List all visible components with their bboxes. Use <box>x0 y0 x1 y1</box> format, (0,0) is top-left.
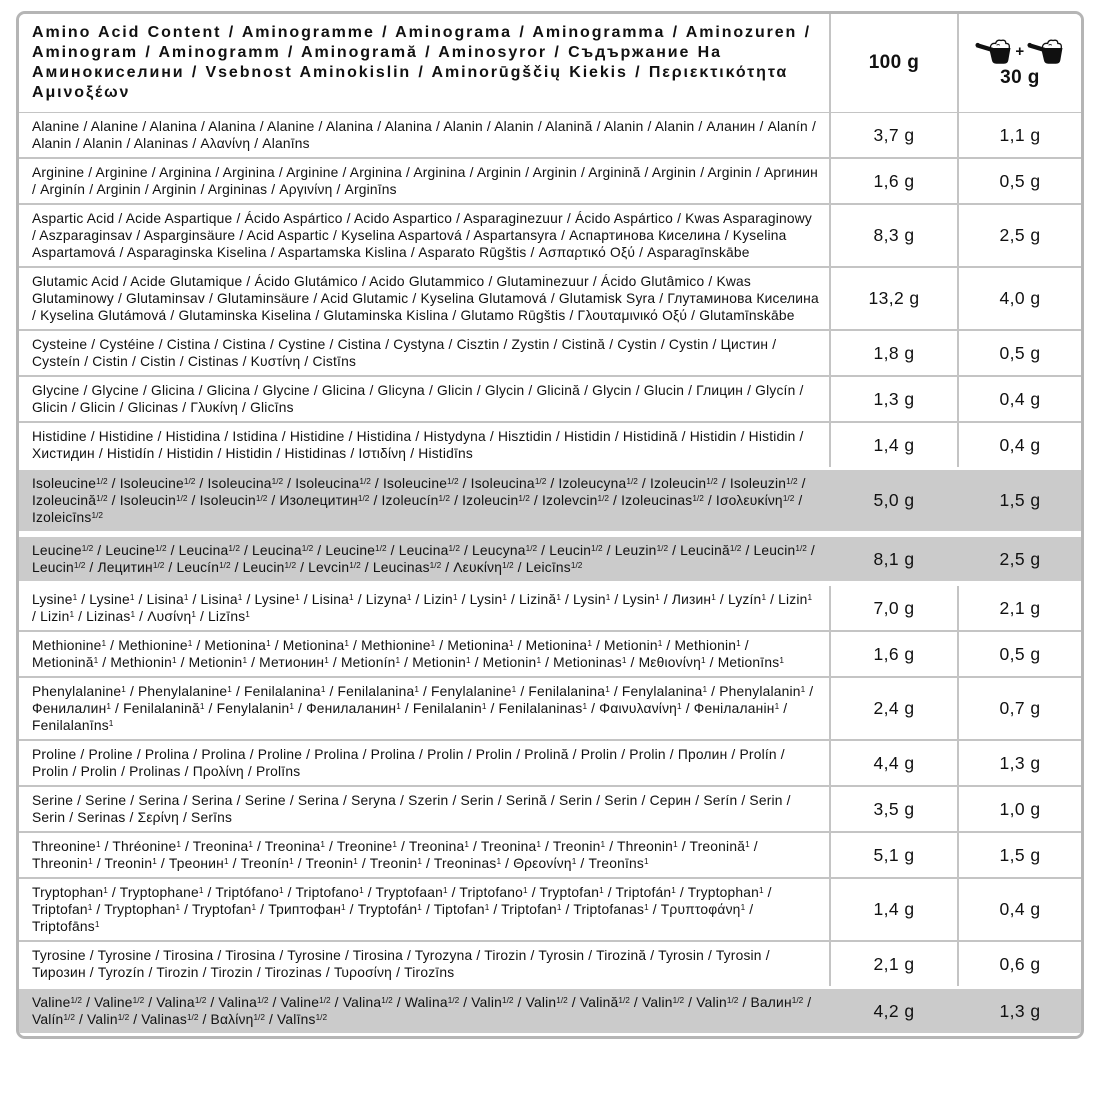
amino-acid-content-table <box>16 11 1084 1039</box>
amino-acid-row <box>19 831 1081 877</box>
amino-acid-row <box>19 113 1081 157</box>
amino-acid-row <box>19 986 1081 1036</box>
amino-acid-names: Threonine$^1$ / Thréonine$^1$ / Treonina$^1$ / Treonina$^1$ / Treonine$^1$ / Treonina$^1$ / Treonina$^1$ / Treonin$^1$ / Threonin$^1$ / Treonină$^1$ / Threonin$^1$ / Treonin$^1$ / Треонин$^1$ / Treonín$^1$ / Treonin$^1$ / Treonin$^1$ / Treoninas$^1$ / Θρεονίνη$^1$ / Treonīns$^1$ <box>32 839 758 871</box>
amino-acid-row <box>19 534 1081 584</box>
value-per-100g: 5,1 g <box>829 833 957 877</box>
amino-acid-row <box>19 584 1081 630</box>
amino-acid-row <box>19 739 1081 785</box>
amino-acid-names: Serine / Serine / Serina / Serina / Serine / Serina / Seryna / Szerin / Serin / Serină / Serin / Serin / Серин / Serín / Serin / Serin / Serinas / Σερίνη / Serīns <box>32 793 791 825</box>
amino-acid-row <box>19 940 1081 986</box>
amino-acid-names: Aspartic Acid / Acide Aspartique / Ácido Aspártico / Acido Aspartico / Asparaginezuur / Ácido Aspártico / Kwas Asparaginowy / Aszparaginsav / Asparginsäure / Acid Aspartic / Kyselina Aspartová / Aspartansyra / Аспартинова Киселина / Kyselina Aspartamová / Asparaginska Kiselina / Aspartamska Kislina / Asparato Rūgštis / Ασπαρτικό Οξύ / Asparagīnskābe <box>32 211 813 260</box>
value-per-100g: 8,3 g <box>829 205 957 266</box>
amino-acid-row <box>19 266 1081 329</box>
value-per-100g: 1,8 g <box>829 331 957 375</box>
value-per-serving: 0,6 g <box>957 942 1081 986</box>
value-per-serving: 0,5 g <box>957 331 1081 375</box>
amino-acid-row <box>19 329 1081 375</box>
value-per-100g: 4,2 g <box>873 1000 915 1021</box>
amino-acid-names: Lysine$^1$ / Lysine$^1$ / Lisina$^1$ / Lisina$^1$ / Lysine$^1$ / Lisina$^1$ / Lizyna$^1$ / Lizin$^1$ / Lysin$^1$ / Lizină$^1$ / Lysin$^1$ / Lysin$^1$ / Лизин$^1$ / Lyzín$^1$ / Lizin$^1$ / Lizin$^1$ / Lizinas$^1$ / Λυσίνη$^1$ / Lizīns$^1$ <box>32 592 813 624</box>
amino-acid-row <box>19 375 1081 421</box>
value-per-serving: 0,4 g <box>957 377 1081 421</box>
value-per-100g: 8,1 g <box>873 548 915 569</box>
value-per-serving: 1,5 g <box>957 833 1081 877</box>
amino-acid-names: Isoleucine$^{1/2}$ / Isoleucine$^{1/2}$ / Isoleucina$^{1/2}$ / Isoleucina$^{1/2}$ / Isoleucine$^{1/2}$ / Isoleucina$^{1/2}$ / Izoleucyna$^{1/2}$ / Izoleucin$^{1/2}$ / Isoleuzin$^{1/2}$ / Izoleucină$^{1/2}$ / Isoleucin$^{1/2}$ / Isoleucin$^{1/2}$ / Изолецитин$^{1/2}$ / Izoleucín$^{1/2}$ / Izoleucin$^{1/2}$ / Izolevcin$^{1/2}$ / Izoleucinas$^{1/2}$ / Ισολευκίνη$^{1/2}$ / Izoleicīns$^{1/2}$ <box>32 476 806 525</box>
table-title: Amino Acid Content / Aminogramme / Aminograma / Aminogramma / Aminozuren / Aminogram / Aminogramm / Aminogramă / Aminosyror / Съдържание На Аминокиселини / Vsebnost Aminokislin / Aminorūgščių Kiekis / Περιεκτικότητα Αμινοξέων <box>32 24 811 101</box>
value-per-100g: 1,6 g <box>829 159 957 203</box>
value-per-100g: 5,0 g <box>873 490 915 510</box>
amino-acid-names: Glycine / Glycine / Glicina / Glicina / Glycine / Glicina / Glicyna / Glicin / Glycin / Glicină / Glycin / Glucin / Глицин / Glycín / Glicin / Glicin / Glicinas / Γλυκίνη / Glicīns <box>32 383 804 415</box>
serving-size-label: 30 g <box>1000 66 1040 88</box>
value-per-serving: 2,5 g <box>999 548 1041 569</box>
amino-acid-names: Valine$^{1/2}$ / Valine$^{1/2}$ / Valina$^{1/2}$ / Valina$^{1/2}$ / Valine$^{1/2}$ / Valina$^{1/2}$ / Walina$^{1/2}$ / Valin$^{1/2}$ / Valin$^{1/2}$ / Valină$^{1/2}$ / Valin$^{1/2}$ / Valin$^{1/2}$ / Валин$^{1/2}$ / Valín$^{1/2}$ / Valin$^{1/2}$ / Valinas$^{1/2}$ / Βαλίνη$^{1/2}$ / Valīns$^{1/2}$ <box>32 995 812 1027</box>
amino-acid-row <box>19 421 1081 467</box>
amino-acid-names: Tryptophan$^1$ / Tryptophane$^1$ / Triptófano$^1$ / Triptofano$^1$ / Tryptofaan$^1$ / Triptofano$^1$ / Tryptofan$^1$ / Triptofán$^1$ / Tryptophan$^1$ / Triptofan$^1$ / Tryptophan$^1$ / Tryptofan$^1$ / Триптофан$^1$ / Tryptofán$^1$ / Tiptofan$^1$ / Triptofan$^1$ / Triptofanas$^1$ / Τρυπτοφάνη$^1$ / Triptofāns$^1$ <box>32 885 772 934</box>
amino-acid-names: Arginine / Arginine / Arginina / Arginina / Arginine / Arginina / Arginina / Arginin / Arginin / Arginină / Arginin / Arginin / Аргинин / Arginín / Arginin / Arginin / Argininas / Αργινίνη / Arginīns <box>32 165 818 197</box>
value-per-100g: 1,3 g <box>829 377 957 421</box>
amino-acid-names: Tyrosine / Tyrosine / Tirosina / Tirosina / Tyrosine / Tirosina / Tyrozyna / Tirozin / Tyrosin / Tirozină / Tyrosin / Tyrosin / Тирозин / Tyrozín / Tirozin / Tirozin / Tirozinas / Τυροσίνη / Tirozīns <box>32 948 770 980</box>
value-per-100g: 3,7 g <box>829 113 957 157</box>
value-per-serving: 4,0 g <box>957 268 1081 329</box>
table-header-row <box>19 14 1081 113</box>
amino-acid-names: Cysteine / Cystéine / Cistina / Cistina / Cystine / Cistina / Cystyna / Cisztin / Zystin / Cistină / Cystin / Cystin / Цистин / Cysteín / Cistin / Cistin / Cistinas / Κυστίνη / Cistīns <box>32 337 777 369</box>
value-per-100g: 1,6 g <box>829 632 957 676</box>
value-per-serving: 2,5 g <box>957 205 1081 266</box>
amino-table-body <box>19 113 1081 1036</box>
amino-acid-row <box>19 785 1081 831</box>
value-per-100g: 7,0 g <box>829 586 957 630</box>
amino-acid-row <box>19 203 1081 266</box>
amino-acid-row <box>19 157 1081 203</box>
amino-acid-row <box>19 877 1081 940</box>
amino-acid-names: Phenylalanine$^1$ / Phenylalanine$^1$ / Fenilalanina$^1$ / Fenilalanina$^1$ / Fenylalanine$^1$ / Fenilalanina$^1$ / Fenylalanina$^1$ / Phenylalanin$^1$ / Фенилалин$^1$ / Fenilalanină$^1$ / Fenylalanin$^1$ / Фенилаланин$^1$ / Fenilalanin$^1$ / Fenilalaninas$^1$ / Φαινυλανίνη$^1$ / Фенілаланін$^1$ / Fenilalanīns$^1$ <box>32 684 814 733</box>
column-header-100g: 100 g <box>829 14 957 112</box>
plus-sign: + <box>1015 43 1025 60</box>
measuring-scoop-icon <box>1027 38 1065 66</box>
value-per-serving: 0,5 g <box>957 632 1081 676</box>
amino-acid-names: Histidine / Histidine / Histidina / Istidina / Histidine / Histidina / Histydyna / Hisztidin / Histidin / Histidină / Histidin / Histidin / Хистидин / Histidín / Histidin / Histidin / Histidinas / Ιστιδίνη / Histidīns <box>32 429 804 461</box>
amino-acid-names: Proline / Proline / Prolina / Prolina / Proline / Prolina / Prolina / Prolin / Prolin / Prolină / Prolin / Prolin / Пролин / Prolín / Prolin / Prolin / Prolinas / Προλίνη / Prolīns <box>32 747 785 779</box>
value-per-serving: 1,5 g <box>999 490 1041 510</box>
value-per-100g: 2,4 g <box>829 678 957 739</box>
serving-header <box>975 38 1064 89</box>
value-per-serving: 0,4 g <box>957 879 1081 940</box>
value-per-serving: 1,0 g <box>957 787 1081 831</box>
amino-acid-row <box>19 467 1081 534</box>
value-per-100g: 3,5 g <box>829 787 957 831</box>
amino-acid-names: Alanine / Alanine / Alanina / Alanina / Alanine / Alanina / Alanina / Alanin / Alanin / Alanină / Alanin / Alanin / Аланин / Alanín / Alanin / Alanin / Alaninas / Αλανίνη / Alanīns <box>32 119 816 151</box>
value-per-100g: 1,4 g <box>829 879 957 940</box>
value-per-serving: 0,5 g <box>957 159 1081 203</box>
value-per-100g: 1,4 g <box>829 423 957 467</box>
amino-acid-names: Methionine$^1$ / Methionine$^1$ / Metionina$^1$ / Metionina$^1$ / Methionine$^1$ / Metionina$^1$ / Metionina$^1$ / Metionin$^1$ / Methionin$^1$ / Metionină$^1$ / Methionin$^1$ / Metionin$^1$ / Метионин$^1$ / Metionín$^1$ / Metionin$^1$ / Metionin$^1$ / Metioninas$^1$ / Μεθιονίνη$^1$ / Metionīns$^1$ <box>32 638 784 670</box>
value-per-serving: 1,3 g <box>957 741 1081 785</box>
value-per-serving: 2,1 g <box>957 586 1081 630</box>
value-per-100g: 2,1 g <box>829 942 957 986</box>
amino-acid-names: Glutamic Acid / Acide Glutamique / Ácido Glutámico / Acido Glutammico / Glutaminezuur / Ácido Glutâmico / Kwas Glutaminowy / Glutaminsav / Glutaminsäure / Acid Glutamic / Kyselina Glutamová / Glutamisk Syra / Глутаминова Киселина / Kyselina Glutámová / Glutaminska Kiselina / Glutaminska Kislina / Glutamo Rūgštis / Γλουταμινικό Οξύ / Glutamīnskābe <box>32 274 819 323</box>
value-per-serving: 1,3 g <box>999 1000 1041 1021</box>
value-per-serving: 0,7 g <box>957 678 1081 739</box>
value-per-serving: 0,4 g <box>957 423 1081 467</box>
amino-acid-names: Leucine$^{1/2}$ / Leucine$^{1/2}$ / Leucina$^{1/2}$ / Leucina$^{1/2}$ / Leucine$^{1/2}$ / Leucina$^{1/2}$ / Leucyna$^{1/2}$ / Leucin$^{1/2}$ / Leuzin$^{1/2}$ / Leucină$^{1/2}$ / Leucin$^{1/2}$ / Leucin$^{1/2}$ / Лецитин$^{1/2}$ / Leucín$^{1/2}$ / Leucin$^{1/2}$ / Levcin$^{1/2}$ / Leucinas$^{1/2}$ / Λευκίνη$^{1/2}$ / Leicīns$^{1/2}$ <box>32 543 815 575</box>
value-per-100g: 4,4 g <box>829 741 957 785</box>
amino-acid-row <box>19 630 1081 676</box>
value-per-serving: 1,1 g <box>957 113 1081 157</box>
value-per-100g: 13,2 g <box>829 268 957 329</box>
amino-acid-row <box>19 676 1081 739</box>
measuring-scoop-icon <box>975 38 1013 66</box>
scoops-group <box>975 38 1064 66</box>
column-header-serving <box>957 14 1081 112</box>
